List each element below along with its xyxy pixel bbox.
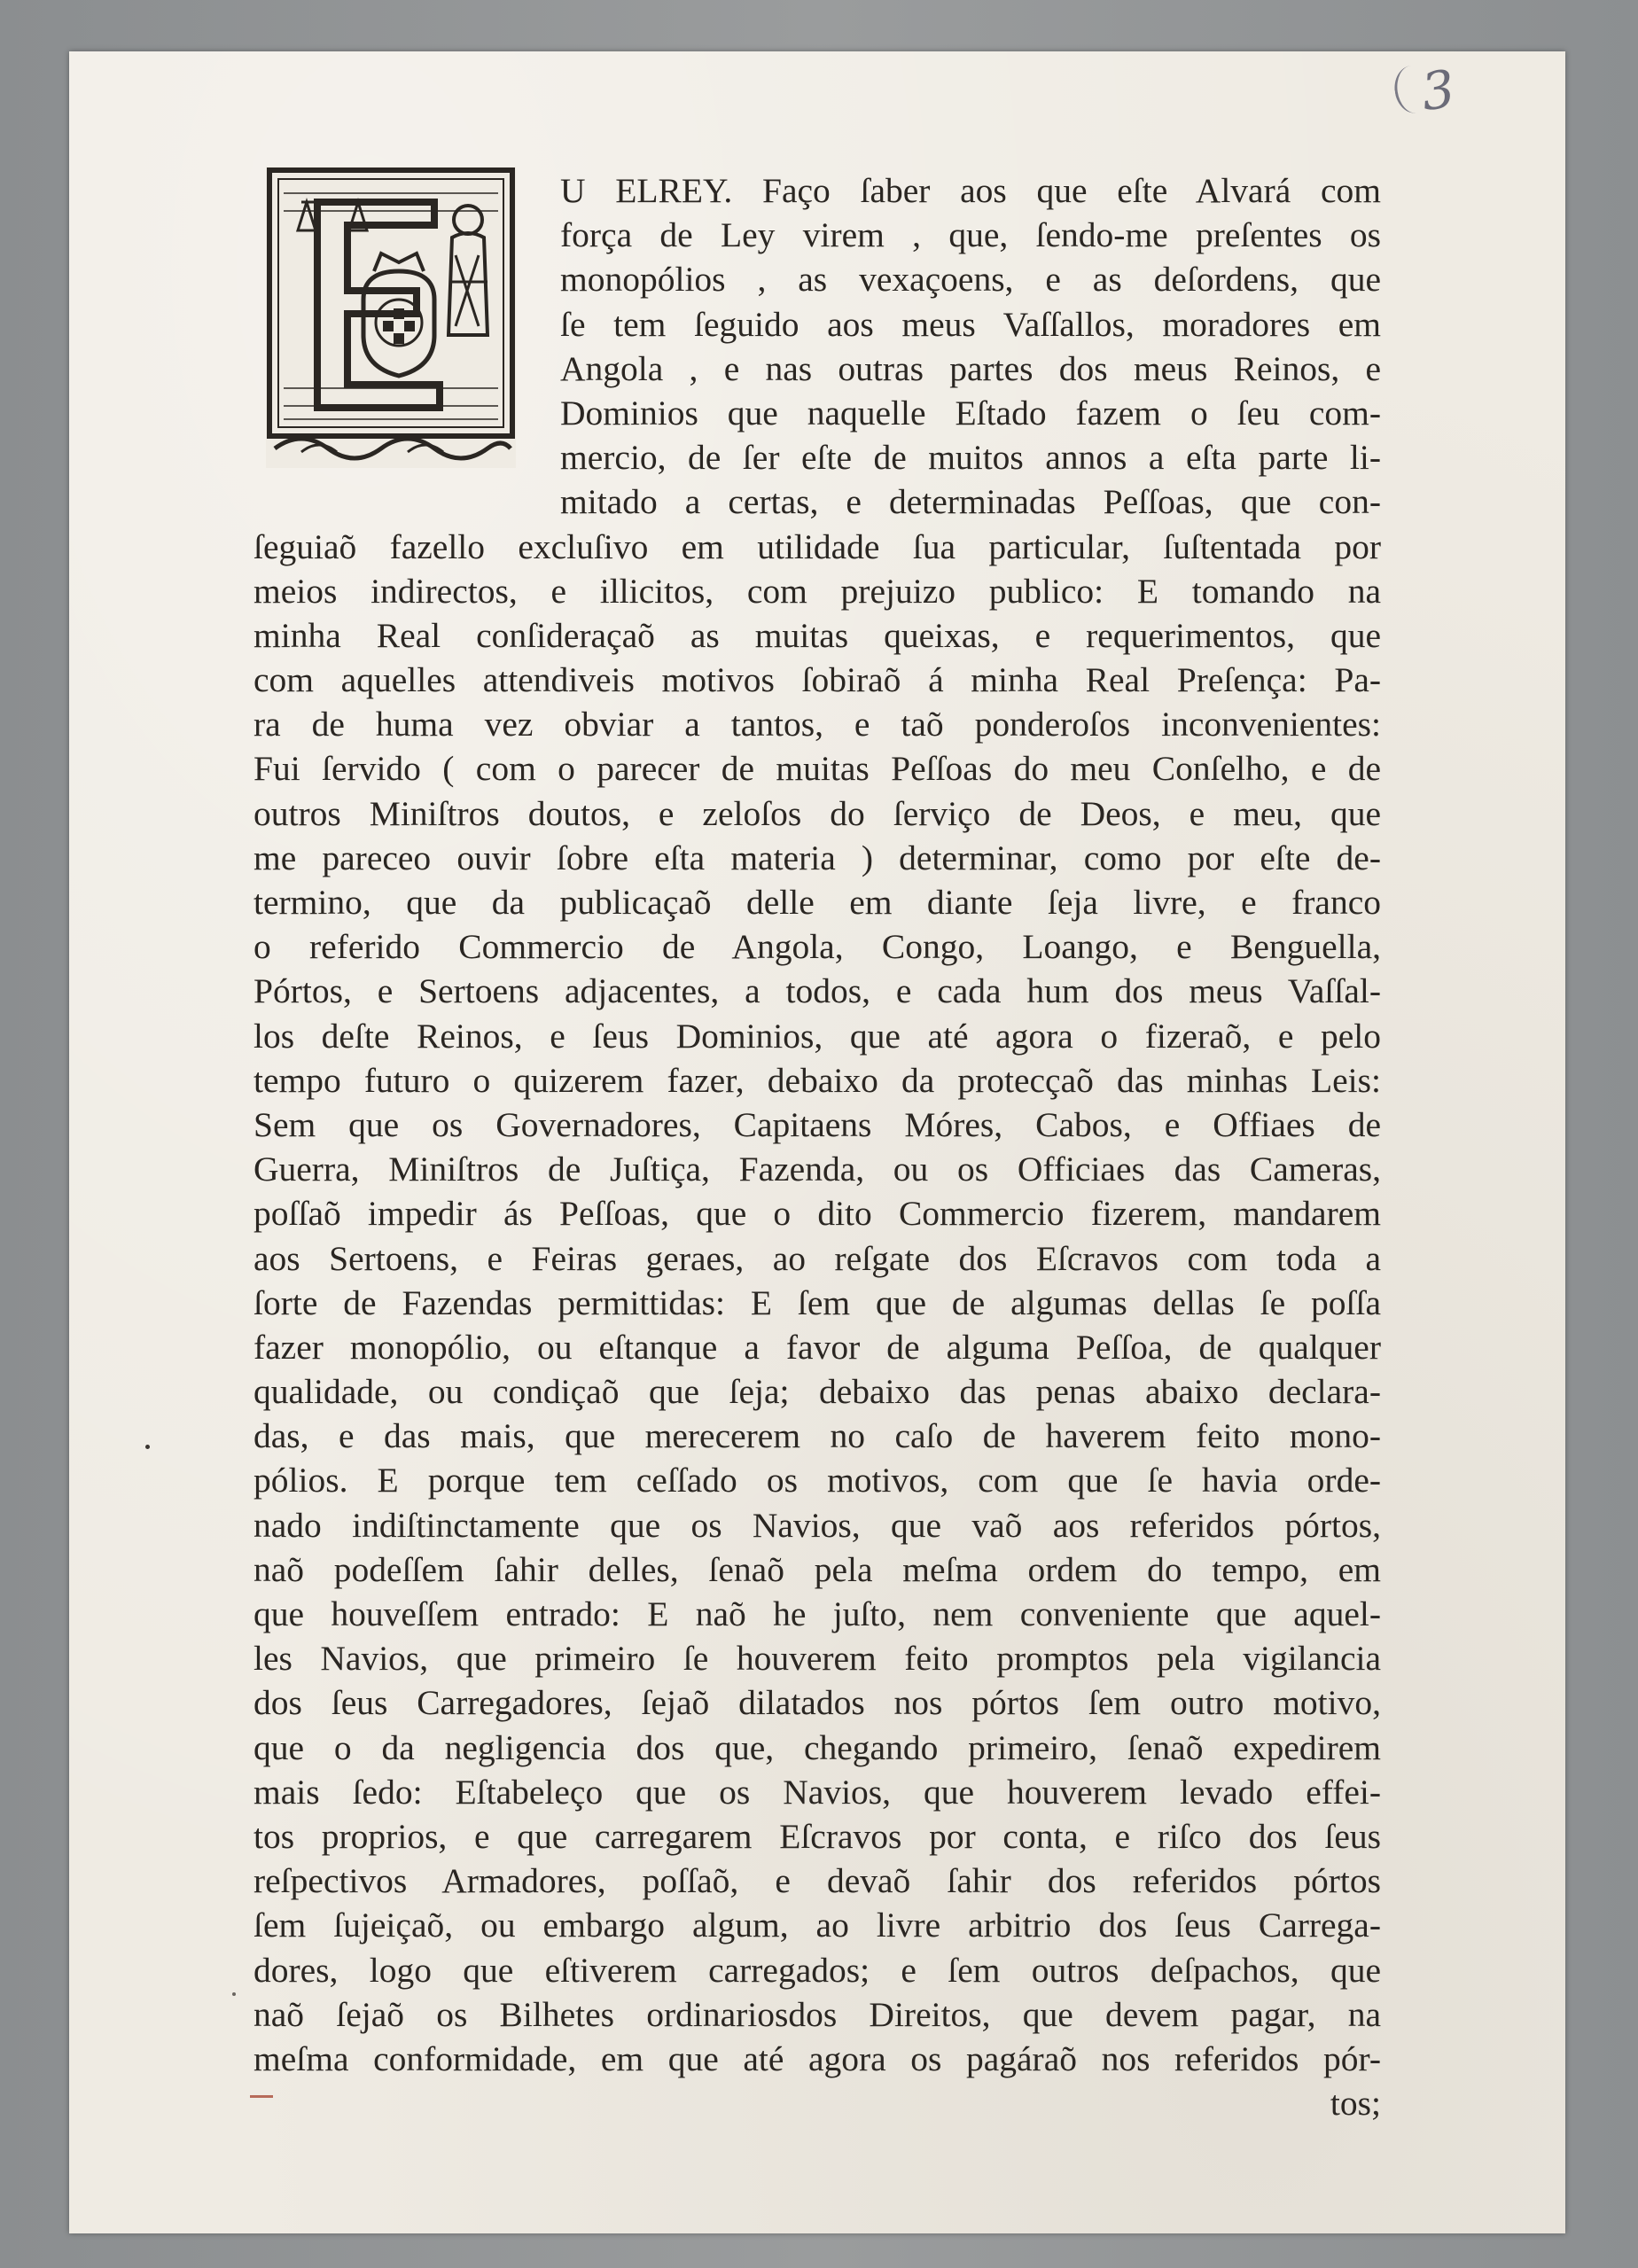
body-text [254,168,1381,2125]
text-line: naõ ſejaõ os Bilhetes ordinariosdos Direitos, que devem pagar, na [254,1994,1381,2034]
text-line: tempo futuro o quizerem fazer, debaixo da protecçaõ das minhas Leis: [254,1060,1381,1100]
ink-speck [232,1992,236,1996]
text-line: termino, que da publicaçaõ delle em diante ſeja livre, e franco [254,883,1381,922]
text-line: Fui ſervido ( com o parecer de muitas Peſſoas do meu Conſelho, e de [254,749,1381,789]
page-number: 3 [1417,58,1459,123]
text-line: Sem que os Governadores, Capitaens Móres, Cabos, e Offiaes de [254,1104,1381,1144]
text-line: ſem ſujeiçaõ, ou embargo algum, ao livre arbitrio dos ſeus Carrega- [254,1906,1381,1945]
text-line: com aquelles attendiveis motivos ſobiraõ á minha Real Preſença: Pa- [254,660,1381,700]
text-line: naõ podeſſem ſahir delles, ſenaõ pela meſma ordem do tempo, em [254,1549,1381,1589]
text-line: mitado a certas, e determinadas Peſſoas, que con- [560,482,1381,522]
text-line: meios indirectos, e illicitos, com prejuizo publico: E tomando na [254,571,1381,611]
text-line: ſeguiaõ fazello excluſivo em utilidade ſua particular, ſuſtentada por [254,526,1381,566]
margin-mark [250,2095,273,2098]
text-line: Guerra, Miniſtros de Juſtiça, Fazenda, ou os Officiaes das Cameras, [254,1150,1381,1189]
text-line: nado indiſtinctamente que os Navios, que vaõ aos referidos pórtos, [254,1505,1381,1545]
text-line: me pareceo ouvir ſobre eſta materia ) determinar, como por eſte de- [254,838,1381,877]
text-line: poſſaõ impedir ás Peſſoas, que o dito Commercio fizerem, mandarem [254,1194,1381,1234]
text-line: minha Real conſideraçaõ as muitas queixas, e requerimentos, que [254,615,1381,655]
text-line: que o da negligencia dos que, chegando primeiro, ſenaõ expedirem [254,1727,1381,1767]
text-line: aos Sertoens, e Feiras geraes, ao reſgate dos Eſcravos com toda a [254,1238,1381,1278]
text-line: ra de huma vez obviar a tantos, e taõ ponderoſos inconvenientes: [254,705,1381,744]
text-line: qualidade, ou condiçaõ que ſeja; debaixo das penas abaixo declara- [254,1372,1381,1412]
text-line: força de Ley virem , que, ſendo-me preſentes os [560,215,1381,255]
text-line: ſe tem ſeguido aos meus Vaſſallos, moradores em [560,304,1381,344]
text-line: Pórtos, e Sertoens adjacentes, a todos, e cada hum dos meus Vaſſal- [254,971,1381,1011]
text-line: ſorte de Fazendas permittidas: E ſem que de algumas dellas ſe poſſa [254,1282,1381,1322]
text-line: Angola , e nas outras partes dos meus Reinos, e [560,348,1381,388]
text-line: tos proprios, e que carregarem Eſcravos por conta, e riſco dos ſeus [254,1816,1381,1856]
text-line: das, e das mais, que merecerem no caſo de haverem feito mono- [254,1416,1381,1456]
text-line: meſma conformidade, em que até agora os pagáraõ nos referidos pór- [254,2038,1381,2078]
text-line: o referido Commercio de Angola, Congo, Loango, e Benguella, [254,927,1381,967]
text-line: reſpectivos Armadores, poſſaõ, e devaõ ſahir dos referidos pórtos [254,1861,1381,1901]
ink-speck [145,1445,150,1449]
text-line: mais ſedo: Eſtabeleço que os Navios, que houverem levado effei- [254,1772,1381,1812]
text-line: dos ſeus Carregadores, ſejaõ dilatados nos pórtos ſem outro motivo, [254,1683,1381,1723]
text-line: que houveſſem entrado: E naõ he juſto, nem conveniente que aquel- [254,1594,1381,1633]
text-line: les Navios, que primeiro ſe houverem feito promptos pela vigilancia [254,1639,1381,1679]
text-line: mercio, de ſer eſte de muitos annos a eſta parte li- [560,438,1381,478]
text-line: monopólios , as vexaçoens, e as deſordens, que [560,260,1381,300]
text-line: Dominios que naquelle Eſtado fazem o ſeu com- [560,393,1381,433]
text-line: U ELREY. Faço ſaber aos que eſte Alvará com [560,171,1381,210]
text-line: dores, logo que eſtiverem carregados; e ſem outros deſpachos, que [254,1950,1381,1990]
text-line: outros Miniſtros doutos, e zeloſos do ſerviço de Deos, e meu, que [254,793,1381,833]
text-line: los deſte Reinos, e ſeus Dominios, que até agora o fizeraõ, e pelo [254,1016,1381,1056]
text-line: pólios. E porque tem ceſſado os motivos, com que ſe havia orde- [254,1461,1381,1500]
text-line: fazer monopólio, ou eſtanque a favor de alguma Peſſoa, de qualquer [254,1327,1381,1367]
catchword-line: tos; [1330,2084,1381,2124]
